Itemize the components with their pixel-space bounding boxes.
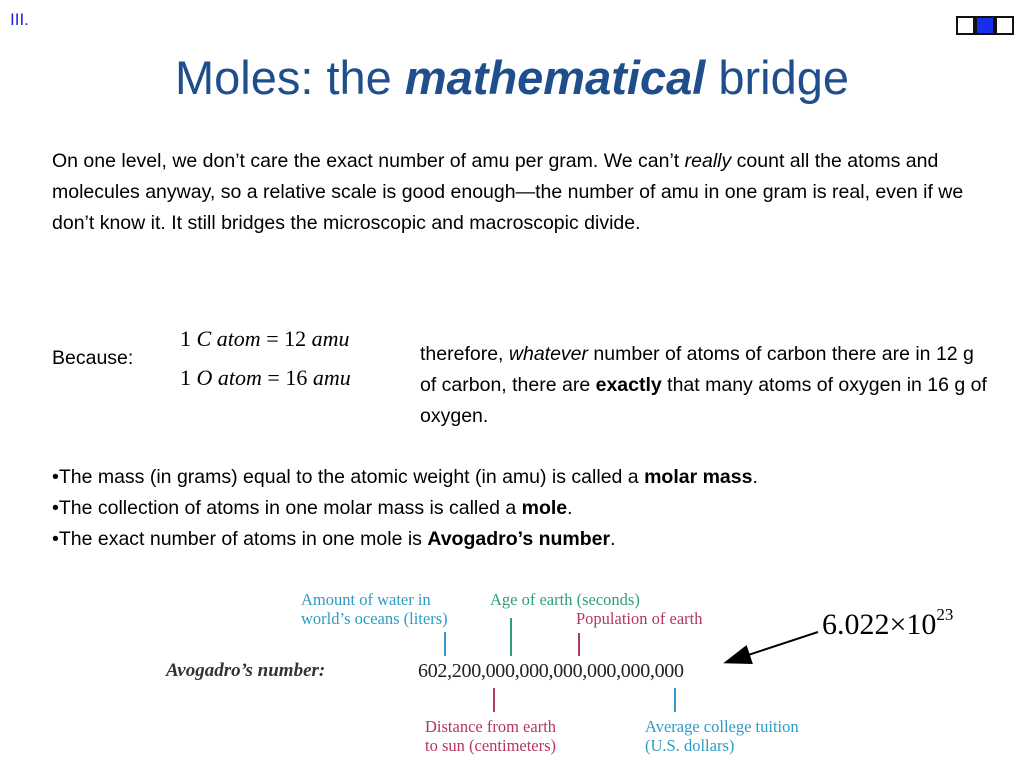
eq-equals: =: [267, 365, 280, 390]
bullet-end: .: [752, 466, 758, 488]
eq-value: 16: [285, 365, 308, 390]
label-line: world’s oceans (liters): [301, 609, 448, 628]
avogadro-label: Avogadro’s number:: [166, 660, 326, 681]
label-college-tuition: [645, 717, 799, 755]
label-line: (U.S. dollars): [645, 736, 735, 755]
therefore-emphasis: whatever: [508, 343, 589, 365]
eq-equals: =: [266, 326, 279, 351]
label-earth-age: Age of earth (seconds): [490, 590, 640, 609]
bullet-term: mole: [521, 497, 568, 519]
sci-base: 10: [906, 608, 937, 641]
arrow-to-number: [727, 632, 818, 662]
eq-element: C: [196, 326, 212, 351]
title-emphasis: mathematical: [404, 51, 706, 104]
therefore-text-3: that many atoms of oxygen in 16 g of oxygen.: [420, 374, 987, 427]
title-part-1: Moles: the: [174, 51, 405, 104]
therefore-text-1: therefore,: [420, 343, 509, 365]
avogadro-value: 602,200,000,000,000,000,000,000: [418, 660, 684, 682]
label-sun-distance: [425, 717, 556, 755]
intro-emphasis: really: [684, 150, 732, 172]
label-line: Amount of water in: [301, 590, 431, 609]
eq-unit: amu: [312, 365, 351, 390]
eq-atom-word: atom: [216, 326, 261, 351]
title-part-2: bridge: [705, 51, 849, 104]
bullet-end: .: [610, 528, 616, 550]
bullet-end: .: [567, 497, 573, 519]
bullet-term: Avogadro’s number: [427, 528, 611, 550]
sci-mantissa: 6.022: [822, 608, 890, 641]
bullet-text: •The exact number of atoms in one mole is: [52, 528, 428, 550]
because-label: Because:: [52, 347, 134, 369]
therefore-bold: exactly: [595, 374, 662, 396]
eq-unit: amu: [311, 326, 350, 351]
bullet-term: molar mass: [644, 466, 753, 488]
label-line: Average college tuition: [645, 717, 799, 736]
eq-coefficient: 1: [180, 365, 191, 390]
bullet-text: •The collection of atoms in one molar mass is called a: [52, 497, 522, 519]
label-ocean-water: [301, 590, 448, 628]
eq-atom-word: atom: [217, 365, 262, 390]
intro-text-2: count all the atoms and molecules anyway, so a relative scale is good enough—the number of amu in one gram is real, even if we don’t know it. It still bridges the microscopic and macroscopic divide.: [52, 150, 964, 234]
label-earth-population: Population of earth: [576, 609, 703, 628]
sci-times: ×: [889, 608, 907, 641]
label-line: Distance from earth: [425, 717, 557, 736]
label-line: to sun (centimeters): [425, 736, 557, 755]
intro-text-1: On one level, we don’t care the exact number of amu per gram. We can’t: [52, 150, 685, 172]
bullet-text: •The mass (in grams) equal to the atomic weight (in amu) is called a: [52, 466, 645, 488]
eq-element: O: [196, 365, 213, 390]
section-label: III.: [10, 10, 29, 29]
sci-exponent: 23: [936, 605, 954, 624]
scientific-notation: [822, 605, 953, 642]
eq-value: 12: [284, 326, 307, 351]
eq-coefficient: 1: [180, 326, 191, 351]
therefore-text-2: number of atoms of carbon there are in 12 g of carbon, there are: [420, 343, 974, 396]
